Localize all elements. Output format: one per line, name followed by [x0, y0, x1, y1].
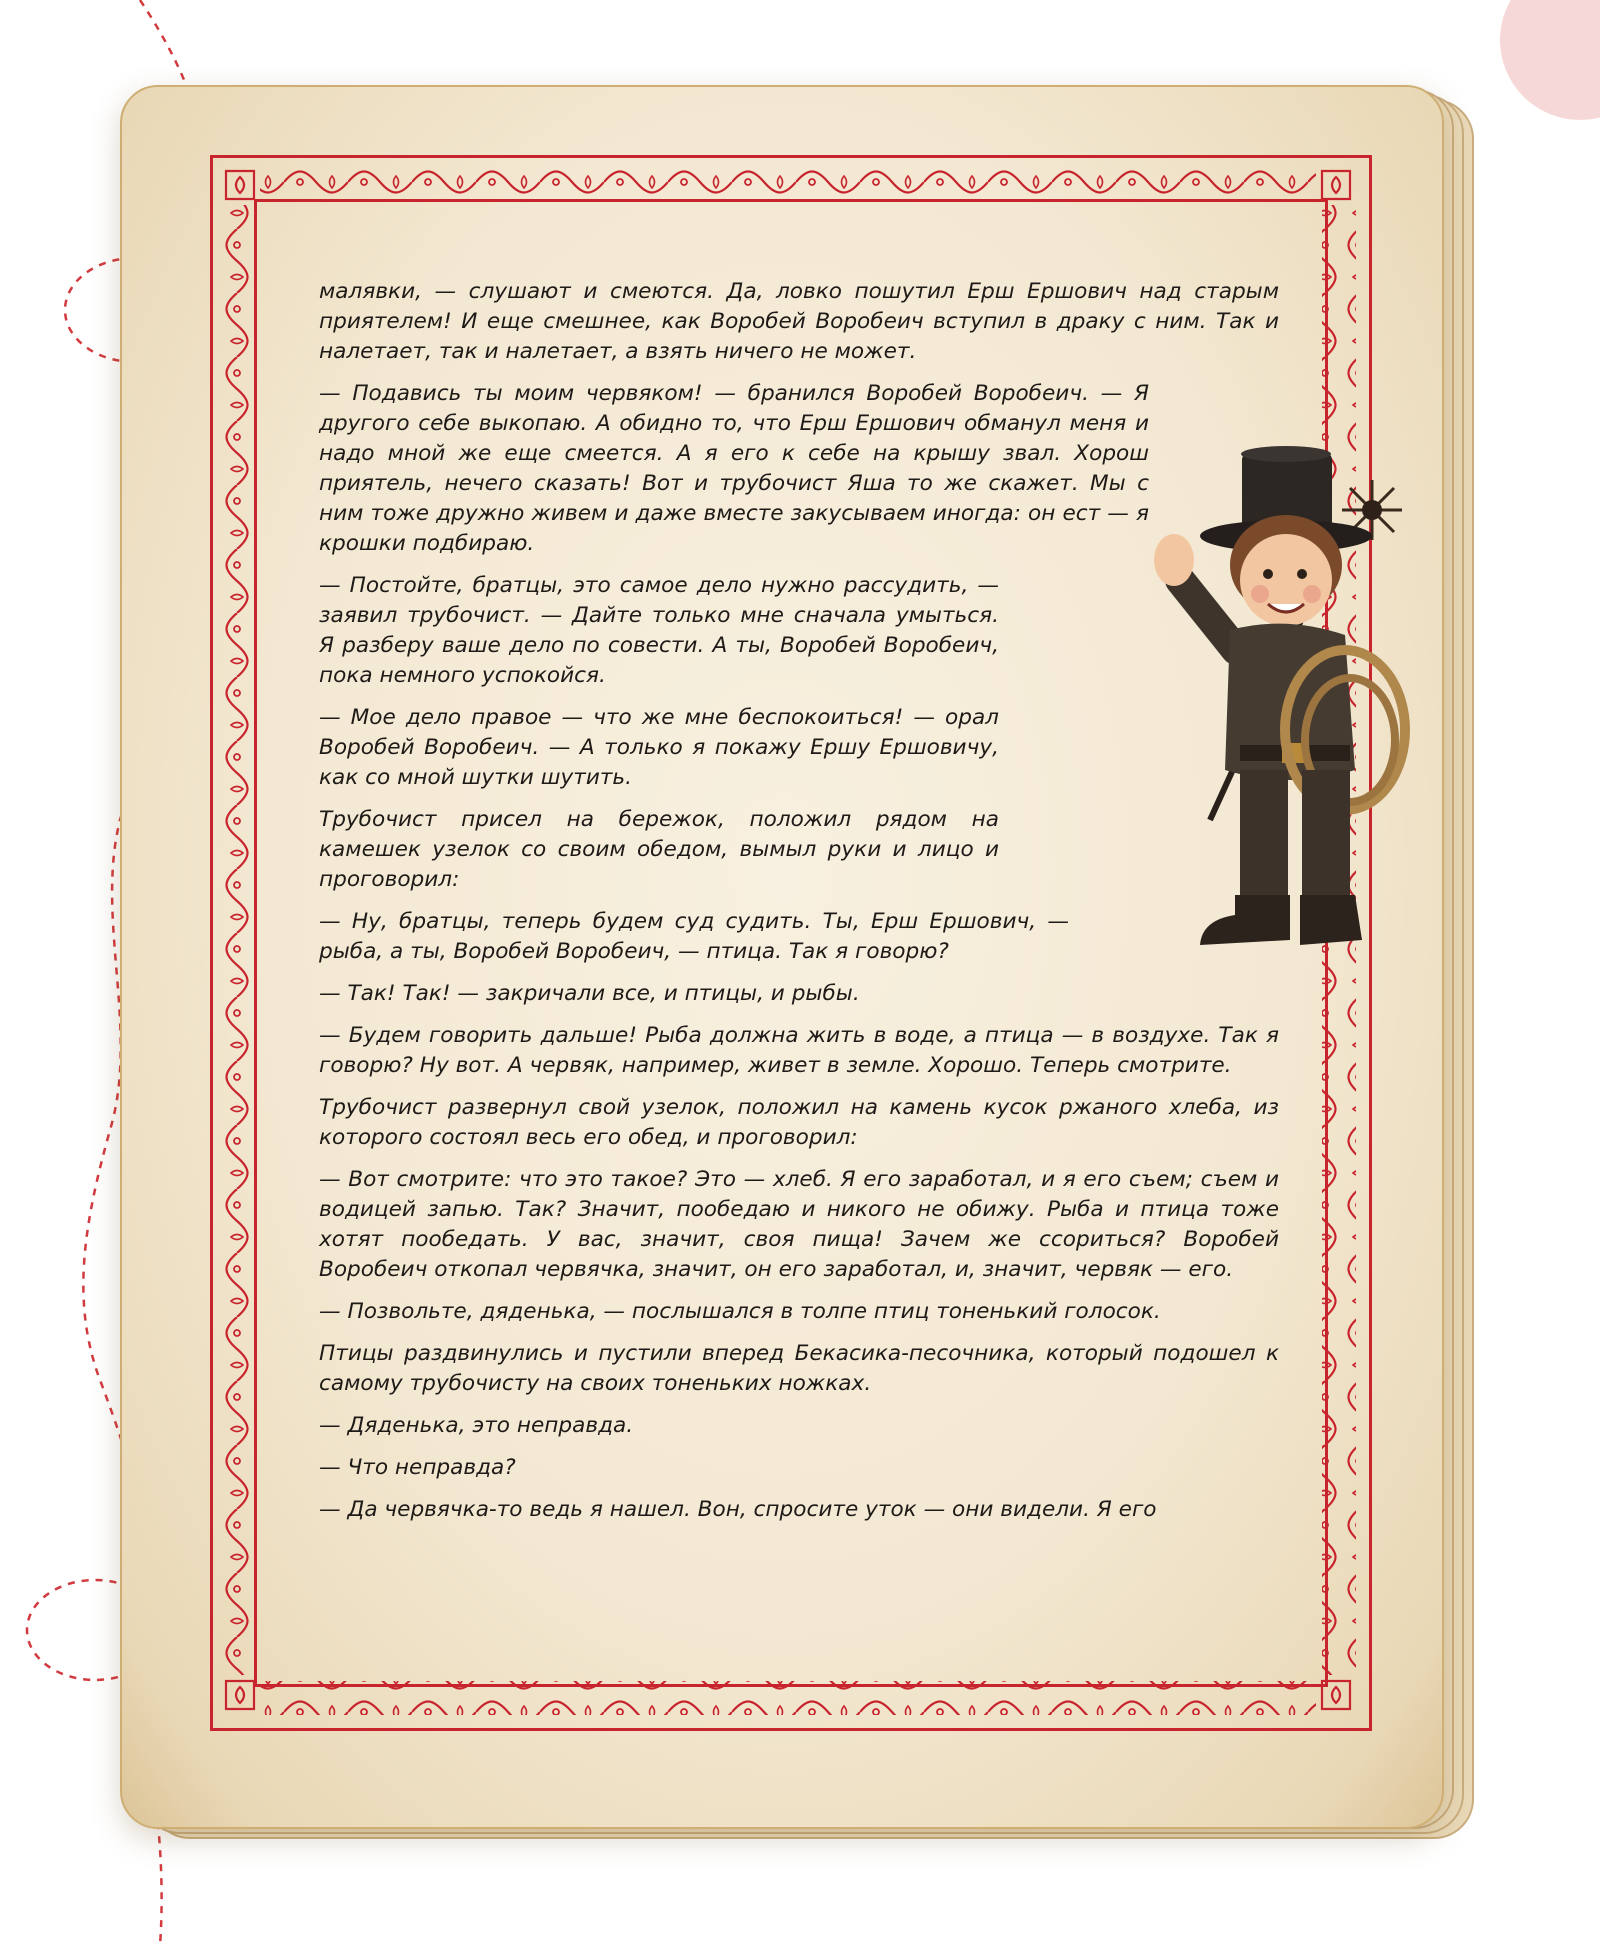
- paragraph: — Да червячка-то ведь я нашел. Вон, спросите уток — они видели. Я его: [319, 1497, 1157, 1522]
- paragraph: — Дяденька, это неправда.: [319, 1413, 634, 1438]
- paragraph: — Будем говорить дальше! Рыба должна жить в воде, а птица — в воздухе. Так я говорю? Ну вот. А червяк, например, живет в земле. Хорошо. Теперь смотрите.: [319, 1023, 1279, 1078]
- paragraph: — Постойте, братцы, это самое дело нужно рассудить, — заявил трубочист. — Дайте только мне сначала умыться. Я разберу ваше дело по совести. А ты, Воробей Воробеич, пока немного успокойся.: [319, 573, 999, 688]
- paragraph: — Позвольте, дяденька, — послышался в толпе птиц тоненький голосок.: [319, 1299, 1161, 1324]
- paragraph: — Что неправда?: [319, 1455, 516, 1480]
- paragraph: Трубочист присел на бережок, положил рядом на камешек узелок со своим обедом, вымыл руки и лицо и проговорил:: [319, 807, 999, 892]
- paragraph: — Мое дело правое — что же мне беспокоиться! — орал Воробей Воробеич. — А только я покажу Ершу Ершовичу, как со мной шутки шутить.: [319, 705, 999, 790]
- paragraph: Птицы раздвинулись и пустили вперед Бекасика-песочника, который подошел к самому трубочисту на своих тоненьких ножках.: [319, 1341, 1279, 1396]
- paragraph: — Подавись ты моим червяком! — бранился Воробей Воробеич. — Я другого себе выкопаю. А обидно то, что Ерш Ершович обманул меня и надо мной же еще смеется. А я его к себе на крышу звал. Хорош приятель, нечего сказать! Вот и трубочист Яша то же скажет. Мы с ним тоже дружно живем и даже вместе закусываем иногда: он ест — я крошки подбираю.: [319, 381, 1149, 556]
- paragraph: малявки, — слушают и смеются. Да, ловко пошутил Ерш Ершович над старым приятелем! И еще смешнее, как Воробей Воробеич вступил в драку с ним. Так и налетает, так и налетает, а взять ничего не может.: [319, 279, 1279, 364]
- chimney-sweep-illustration: [1140, 440, 1460, 1010]
- paragraph: — Вот смотрите: что это такое? Это — хлеб. Я его заработал, и я его съем; съем и водицей запью. Так? Значит, пообедаю и никого не обижу. Рыба и птица тоже хотят пообедать. У вас, значит, своя пища! Зачем же ссориться? Воробей Воробеич откопал червячка, значит, он его заработал, и, значит, червяк — его.: [319, 1167, 1279, 1282]
- paragraph: — Так! Так! — закричали все, и птицы, и рыбы.: [319, 981, 860, 1006]
- paragraph: — Ну, братцы, теперь будем суд судить. Ты, Ерш Ершович, — рыба, а ты, Воробей Воробеич, — птица. Так я говорю?: [319, 909, 1069, 964]
- paragraph: Трубочист развернул свой узелок, положил на камень кусок ржаного хлеба, из которого состоял весь его обед, и проговорил:: [319, 1095, 1279, 1150]
- story-text: [319, 277, 1279, 1537]
